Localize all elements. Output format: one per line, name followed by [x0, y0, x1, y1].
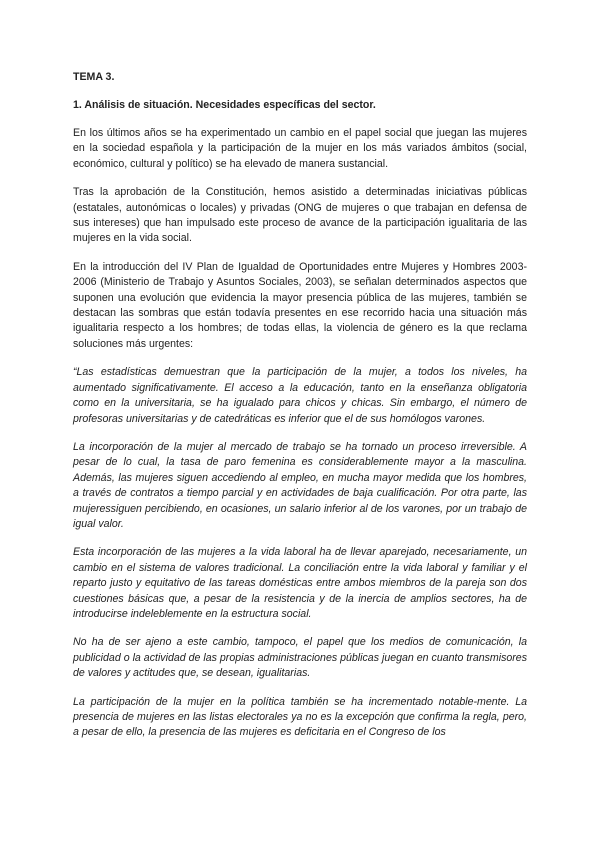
- section-heading: 1. Análisis de situación. Necesidades específicas del sector.: [73, 99, 376, 111]
- quote-paragraph-1: “Las estadísticas demuestran que la participación de la mujer, a todos los niveles, ha aumentado significativamente. El acceso a la educación, tanto en la enseñanza obligatoria como en la universitaria, se ha igualado para chicos y chicas. Sin embargo, el número de profesoras universitarias y de catedráticas es inferior que el de sus homólogos varones.: [73, 366, 527, 425]
- quote-paragraph-2: La incorporación de la mujer al mercado de trabajo se ha tornado un proceso irreversible. A pesar de lo cual, la tasa de paro femenina es considerablemente mayor a la masculina. Además, las mujeres siguen accediendo al empleo, en mucha mayor medida que los hombres, a través de contratos a tiempo parcial y en actividades de baja cualificación. Por otra parte, las mujeressiguen percibiendo, en ocasiones, un salario inferior al de los varones, por un trabajo de igual valor.: [73, 440, 527, 530]
- paragraph-2: Tras la aprobación de la Constitución, hemos asistido a determinadas iniciativas públicas (estatales, autonómicas o locales) y privadas (ONG de mujeres o que trabajan en defensa de sus intereses) que han impulsado este proceso de avance de la participación igualitaria de las mujeres en la vida social.: [73, 186, 527, 245]
- quote-paragraph-3: Esta incorporación de las mujeres a la vida laboral ha de llevar aparejado, necesariamente, un cambio en el sistema de valores tradicional. La conciliación entre la vida laboral y familiar y el reparto justo y equitativo de las tareas domésticas entre ambos miembros de la pareja son dos cuestiones básicas que, a pesar de la resistencia y de la inercia de amplios sectores, ha de introducirse indeleblemente en la estructura social.: [73, 546, 527, 620]
- paragraph-1: En los últimos años se ha experimentado un cambio en el papel social que juegan las mujeres en la sociedad española y la participación de la mujer en los más variados ámbitos (social, económico, cultural y político) se ha elevado de manera sustancial.: [73, 127, 527, 170]
- quote-paragraph-4: No ha de ser ajeno a este cambio, tampoco, el papel que los medios de comunicación, la publicidad o la actividad de las propias administraciones públicas juegan en cuanto transmisores de valores y actitudes que, se desean, igualitarias.: [73, 636, 527, 680]
- document-title: TEMA 3.: [73, 71, 115, 83]
- document-page: [73, 70, 527, 754]
- paragraph-3: En la introducción del IV Plan de Igualdad de Oportunidades entre Mujeres y Hombres 2003-2006 (Ministerio de Trabajo y Asuntos Sociales, 2003), se señalan determinados aspectos que suponen una evolución que evidencia la mayor presencia pública de las mujeres, también se destacan las sombras que están todavía presentes en ese recorrido hacia una situación más igualitaria respecto a los hombres; de todas ellas, la violencia de género es la que reclama soluciones más urgentes:: [73, 260, 527, 350]
- quote-paragraph-5: La participación de la mujer en la política también se ha incrementado notable-mente. La presencia de mujeres en las listas electorales ya no es la excepción que confirma la regla, pero, a pesar de ello, la presencia de las mujeres es deficitaria en el Congreso de los: [73, 695, 527, 739]
